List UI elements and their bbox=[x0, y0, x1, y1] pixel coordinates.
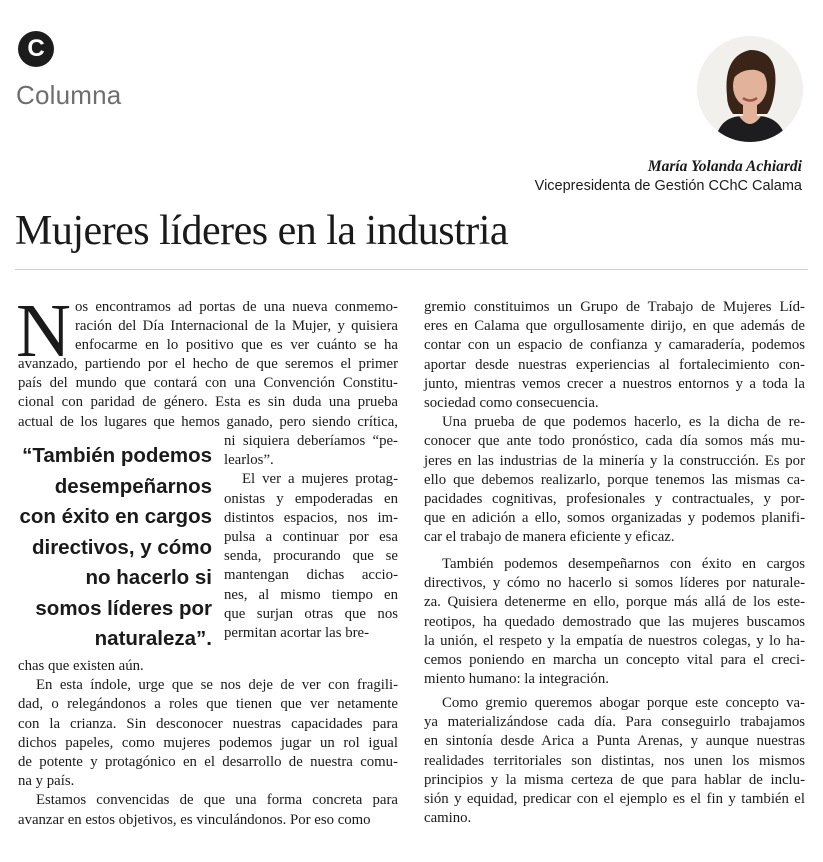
text-line: permitan acortar las bre- bbox=[224, 624, 370, 641]
text-line: sociedad como consecuencia. bbox=[424, 394, 599, 411]
text-line: ración del Día Internacional de la Mujer, y quisiera bbox=[75, 318, 398, 335]
text-line: miento humano: la integración. bbox=[424, 671, 609, 688]
author-photo bbox=[697, 36, 803, 142]
text-line: na y país. bbox=[18, 773, 75, 790]
text-line: la unión, el respeto y la empatía de nuestros colegas, y lo ha- bbox=[424, 632, 805, 649]
text-line: Estamos convencidas de que una forma concreta para bbox=[36, 792, 398, 809]
text-line: cemos poniendo en marcha un concepto vital para el creci- bbox=[424, 651, 805, 668]
text-line: dichos papeles, como mujeres podemos jugar un rol igual bbox=[18, 734, 398, 751]
text-line: Como gremio queremos abogar porque este concepto va- bbox=[442, 695, 805, 711]
text-line: za. Quisiera detenerme en ello, porque más allá de los este- bbox=[424, 594, 805, 611]
column-badge: C bbox=[18, 31, 54, 67]
drop-cap: N bbox=[16, 289, 71, 373]
text-line: Una prueba de que podemos hacerlo, es la dicha de re- bbox=[442, 414, 805, 431]
col1-full bbox=[18, 355, 398, 432]
text-line: os encontramos ad portas de una nueva conmemo- bbox=[75, 299, 398, 315]
col1-intro bbox=[75, 298, 398, 356]
text-line: dad, o relegándonos a roles que tienen que ver netamente bbox=[18, 696, 398, 713]
text-line: cional con paridad de género. Esta es sin duda una prueba bbox=[18, 394, 398, 411]
text-line: realidades territoriales son distintas, nos unen los mismos bbox=[424, 752, 805, 769]
text-line: avanzar en estos objetivos, es vinculándonos. Por eso como bbox=[18, 811, 371, 828]
text-line: chas que existen aún. bbox=[18, 658, 144, 674]
text-line: ello que debemos realizarlo, porque tenemos las mismas ca- bbox=[424, 471, 805, 488]
text-line: junto, mientras vemos crecer a nuestros entornos y a toda la bbox=[424, 375, 805, 392]
text-line: directivos, y cómo no hacerlo si somos líderes por naturale- bbox=[424, 575, 805, 592]
text-line: mantengan dichas accio- bbox=[224, 567, 398, 584]
headline: Mujeres líderes en la industria bbox=[15, 208, 509, 254]
text-line: onistas y empoderadas en bbox=[224, 490, 398, 507]
text-line: camino. bbox=[424, 810, 472, 827]
text-line: contar con un espacio de confianza y camaradería, podemos bbox=[424, 337, 805, 354]
text-line: reotipos, ha quedado demostrado que las mujeres buscamos bbox=[424, 613, 805, 630]
text-line: con la crianza. Sin desconocer nuestras capacidades para bbox=[18, 715, 398, 732]
text-line: car el trabajo de manera eficiente y eficaz. bbox=[424, 529, 675, 546]
text-line: pulsa a continuar por esa bbox=[224, 528, 398, 545]
text-line: También podemos desempeñarnos con éxito en cargos bbox=[442, 556, 805, 572]
text-line: nes, al mismo tiempo en bbox=[224, 586, 398, 603]
text-line: pacidades cognitivas, profesionales y contractuales, y por- bbox=[424, 490, 805, 507]
text-line: sión y equidad, predicar con el ejemplo es el fin y también el bbox=[424, 790, 805, 807]
text-line: en sintonía desde Arica a Punta Arenas, y aunque nuestras bbox=[424, 733, 805, 750]
divider bbox=[15, 269, 808, 270]
text-line: país del mundo que contará con una Convención Constitu- bbox=[18, 375, 398, 392]
text-line: principios y la misma certeza de que para hablar de inclu- bbox=[424, 771, 805, 788]
text-line: eres en Calama que orgullosamente dirijo, en que además de bbox=[424, 318, 805, 335]
text-line: actual de los lugares que hemos ganado, pero siendo crítica, bbox=[18, 413, 398, 430]
text-line: distintos espacios, nos im- bbox=[224, 509, 398, 526]
col2-part-b bbox=[424, 555, 805, 689]
text-line: de potente y protagónico en el desarrollo de nuestra comu- bbox=[18, 753, 398, 770]
pull-quote: “También podemos desempeñarnos con éxito en cargos directivos, y cómo no hacerlo si somos líderes por naturaleza”. bbox=[19, 444, 212, 650]
text-line: learlos”. bbox=[224, 452, 274, 469]
author-name: María Yolanda Achiardi bbox=[647, 158, 802, 175]
col1-rest bbox=[18, 657, 398, 830]
text-line: que en adición a ello, somos organizadas y podemos planifi- bbox=[424, 510, 805, 527]
col1-narrow bbox=[224, 432, 398, 643]
text-line: que surjan otras que nos bbox=[224, 605, 398, 622]
text-line: enfocarme en lo positivo que es ver cuánto se ha bbox=[75, 337, 398, 354]
text-line: gremio constituimos un Grupo de Trabajo de Mujeres Líd- bbox=[424, 299, 805, 315]
text-line: ni siquiera deberíamos “pe- bbox=[224, 433, 398, 449]
section-label: Columna bbox=[16, 80, 122, 110]
text-line: conocer que ante todo pronóstico, cada día somos más mu- bbox=[424, 433, 805, 450]
author-role: Vicepresidenta de Gestión CChC Calama bbox=[534, 178, 802, 194]
text-line: ya materializándose cada día. Para conseguirlo trabajamos bbox=[424, 714, 805, 731]
text-line: avanzado, partiendo por el hecho de que seremos el primer bbox=[18, 356, 398, 372]
text-line: El ver a mujeres protag- bbox=[242, 471, 398, 488]
col2-part-a bbox=[424, 298, 805, 547]
text-line: aportar desde nuestras experiencias al fortalecimiento con- bbox=[424, 356, 805, 373]
text-line: senda, procurando que se bbox=[224, 548, 398, 565]
text-line: En esta índole, urge que se nos deje de ver con fragili- bbox=[36, 677, 398, 694]
col2-part-c bbox=[424, 694, 805, 828]
text-line: jeres en las industrias de la minería y la construcción. Es por bbox=[424, 452, 805, 469]
